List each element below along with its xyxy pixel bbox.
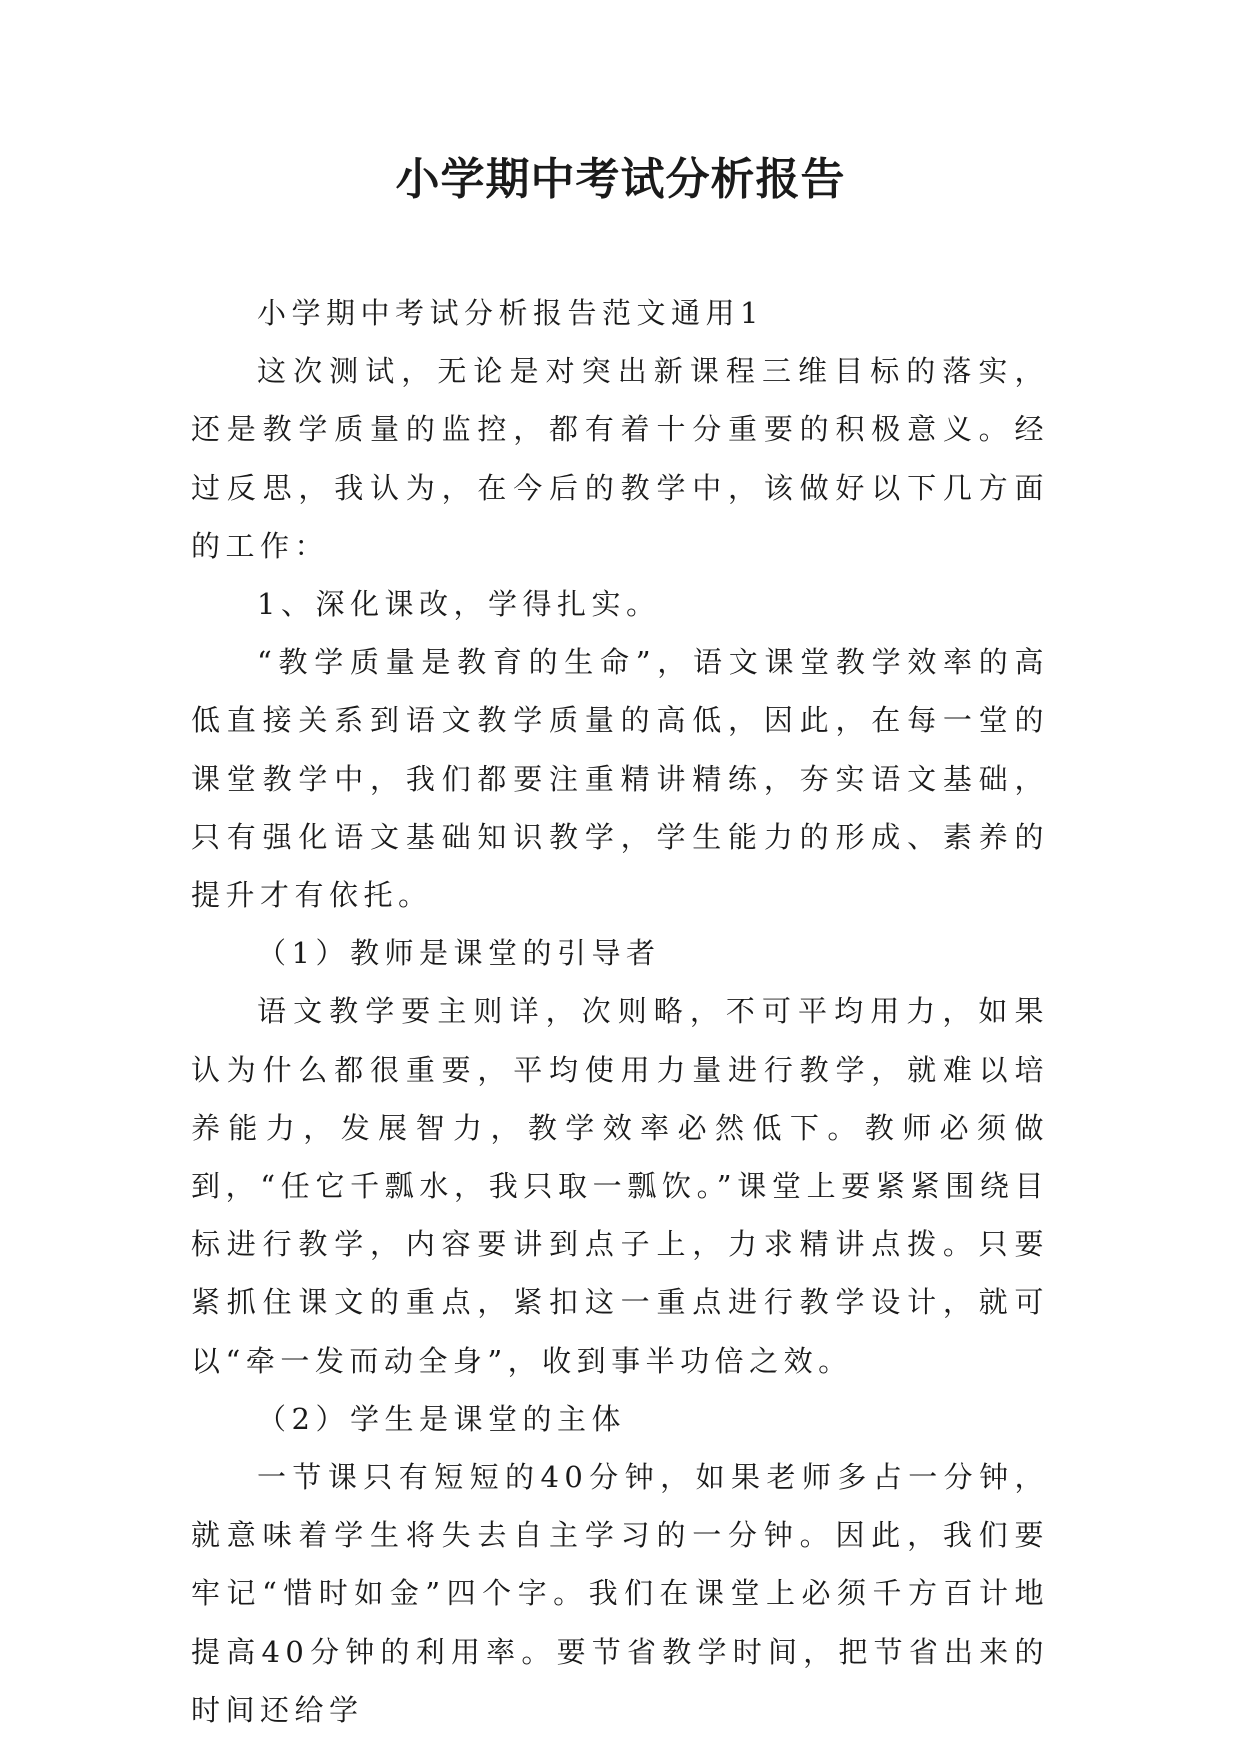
point-heading-1: 1、深化课改，学得扎实。 bbox=[257, 587, 661, 622]
document-body bbox=[191, 284, 1049, 1739]
paragraph-intro: 这次测试，无论是对突出新课程三维目标的落实，还是教学质量的监控，都有着十分重要的积极意义。经过反思，我认为，在今后的教学中，该做好以下几方面的工作： bbox=[191, 354, 1049, 563]
subheading-teacher: （1）教师是课堂的引导者 bbox=[257, 936, 661, 971]
section-heading: 小学期中考试分析报告范文通用1 bbox=[257, 296, 764, 330]
document-title: 小学期中考试分析报告 bbox=[395, 154, 846, 205]
subheading-student: （2）学生是课堂的主体 bbox=[257, 1401, 626, 1436]
paragraph-student: 一节课只有短短的40分钟，如果老师多占一分钟，就意味着学生将失去自主学习的一分钟。因此，我们要牢记“惜时如金”四个字。我们在课堂上必须千方百计地提高40分钟的利用率。要节省教学时间，把节省出来的时间还给学 bbox=[191, 1460, 1049, 1727]
paragraph-teacher: 语文教学要主则详，次则略，不可平均用力，如果认为什么都很重要，平均使用力量进行教学，就难以培养能力，发展智力，教学效率必然低下。教师必须做到，“任它千瓢水，我只取一瓢饮。”课堂上要紧紧围绕目标进行教学，内容要讲到点子上，力求精讲点拨。只要紧抓住课文的重点，紧扣这一重点进行教学设计，就可以“牵一发而动全身”，收到事半功倍之效。 bbox=[191, 994, 1049, 1378]
paragraph-quality: “教学质量是教育的生命”，语文课堂教学效率的高低直接关系到语文教学质量的高低，因此，在每一堂的课堂教学中，我们都要注重精讲精练，夯实语文基础，只有强化语文基础知识教学，学生能力的形成、素养的提升才有依托。 bbox=[191, 645, 1049, 913]
